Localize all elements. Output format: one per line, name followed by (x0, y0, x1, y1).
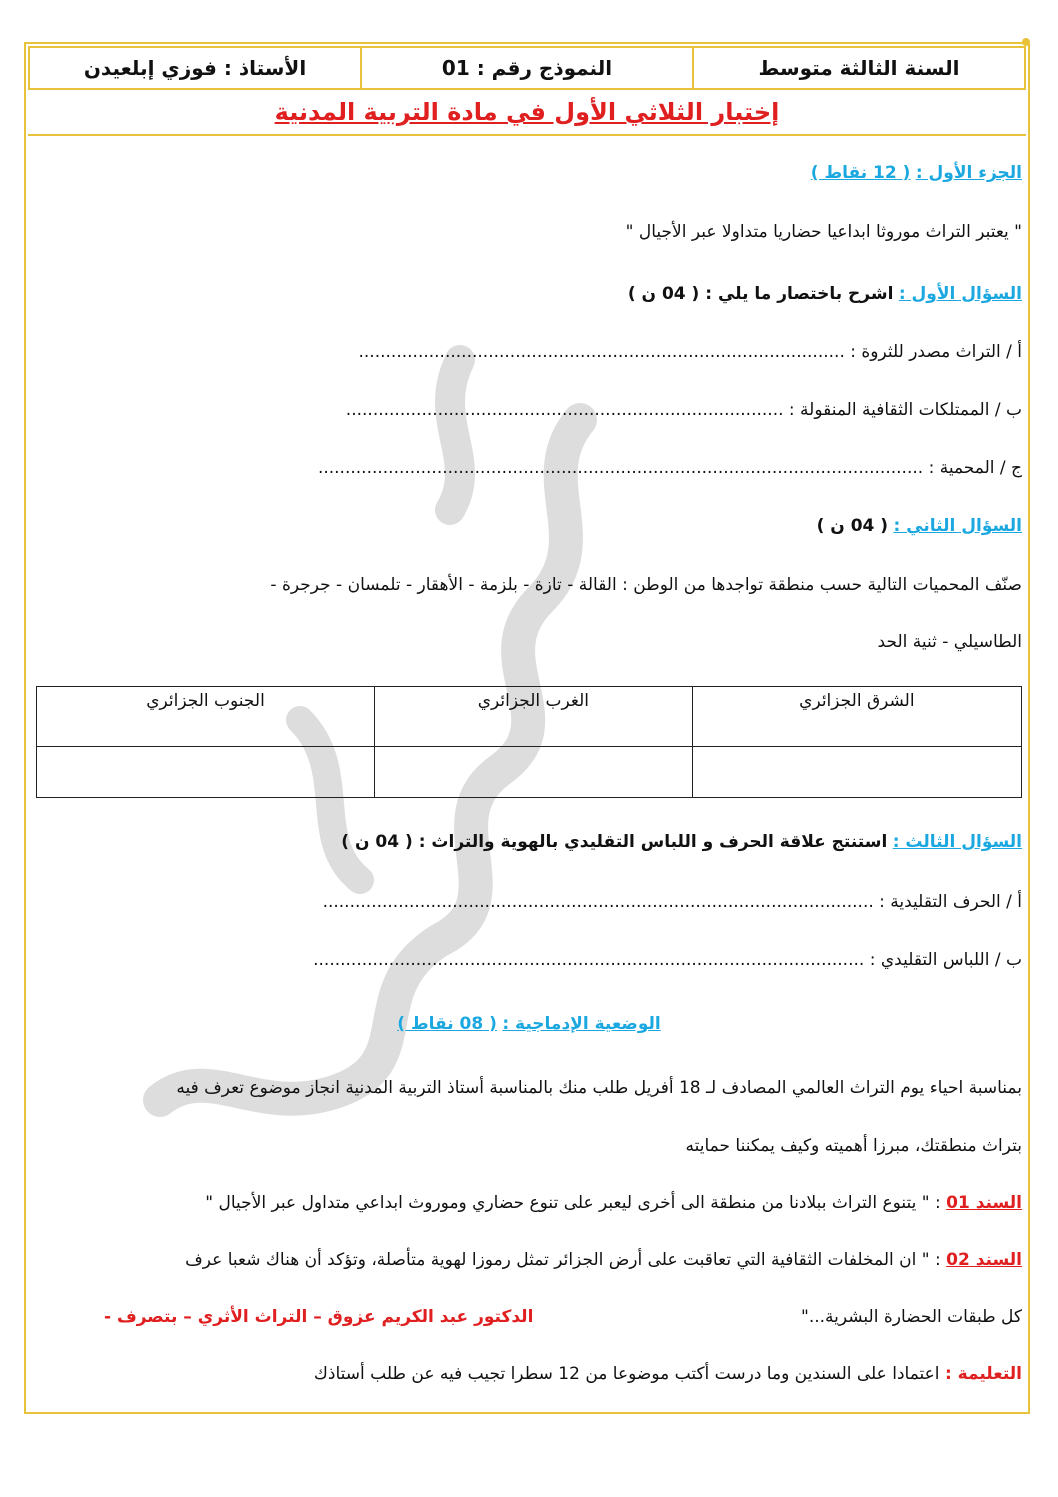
source-citation: الدكتور عبد الكريم عزوق – التراث الأثري – بتصرف - (104, 1307, 534, 1327)
col-south: الجنوب الجزائري (37, 687, 375, 747)
q3-item-b: ب / اللباس التقليدي : ...................................................................................................... (313, 950, 1022, 970)
q2-line1: صنّف المحميات التالية حسب منطقة تواجدها من الوطن : القالة - تازة - بلزمة - الأهقار - تلمسان - جرجرة - (270, 575, 1022, 595)
classification-table (36, 686, 1022, 798)
instruction-label: التعليمة : (944, 1364, 1022, 1384)
q2-heading: السؤال الثاني : (893, 516, 1022, 536)
q3-item-a: أ / الحرف التقليدية : ...................................................................................................... (322, 892, 1022, 912)
integration-heading-line (0, 1014, 1058, 1034)
integration-heading: الوضعية الإدماجية : (502, 1014, 661, 1034)
exam-title: إختبار الثلاثي الأول في مادة التربية المدنية (274, 98, 780, 126)
part1-heading: الجزء الأول : (915, 163, 1022, 183)
part1-points: ( 12 نقاط ) (810, 163, 911, 183)
part1-quote: " يعتبر التراث موروثا ابداعيا حضاريا متداولا عبر الأجيال " (625, 222, 1022, 242)
document1-label: السند 01 (946, 1193, 1022, 1213)
document2-label: السند 02 (946, 1250, 1022, 1270)
integration-points: ( 08 نقاط ) (397, 1014, 497, 1034)
document1-line (205, 1193, 1022, 1213)
instruction-text: اعتمادا على السندين وما درست أكتب موضوعا من 12 سطرا تجيب فيه عن طلب أستاذك (313, 1364, 940, 1384)
q1-heading: السؤال الأول : (898, 284, 1022, 304)
col-west: الغرب الجزائري (375, 687, 693, 747)
q3-heading: السؤال الثالث : (892, 832, 1022, 852)
q1-text: اشرح باختصار ما يلي : ( 04 ن ) (627, 284, 894, 304)
q1-line (628, 284, 1022, 304)
document2-continuation: كل طبقات الحضارة البشرية..." (801, 1307, 1022, 1327)
integration-line2: بتراث منطقتك، مبرزا أهميته وكيف يمكننا حمايته (685, 1136, 1022, 1156)
instruction-line (314, 1364, 1022, 1384)
q1-item-a: أ / التراث مصدر للثروة : .......................................................................................... (358, 342, 1022, 362)
corner-dot (1022, 38, 1030, 46)
q1-item-b: ب / الممتلكات الثقافية المنقولة : ................................................................................. (345, 400, 1022, 420)
document2-text: : " ان المخلفات الثقافية التي تعاقبت على أرض الجزائر تمثل رموزا لهوية متأصلة، وتؤكد أن هناك شعبا عرف (185, 1250, 941, 1270)
q3-line (341, 832, 1022, 852)
q3-text: استنتج علاقة الحرف و اللباس التقليدي بالهوية والتراث : ( 04 ن ) (341, 832, 888, 852)
part1-heading-line (811, 163, 1022, 183)
cell-east[interactable] (692, 747, 1021, 798)
q2-line (817, 516, 1022, 536)
q1-item-c: ج / المحمية : ................................................................................................................ (317, 458, 1022, 478)
q2-line2: الطاسيلي - ثنية الحد (877, 632, 1022, 652)
col-east: الشرق الجزائري (692, 687, 1021, 747)
model-number-cell: النموذج رقم : 01 (360, 48, 692, 88)
title-row (28, 92, 1026, 136)
cell-west[interactable] (375, 747, 693, 798)
header-table (28, 46, 1026, 90)
q2-points: ( 04 ن ) (816, 516, 889, 536)
grade-cell: السنة الثالثة متوسط (692, 48, 1024, 88)
cell-south[interactable] (37, 747, 375, 798)
document1-text: : " يتنوع التراث ببلادنا من منطقة الى أخرى ليعبر على تنوع حضاري وموروث ابداعي متداول عبر الأجيال " (205, 1193, 941, 1213)
integration-line1: بمناسبة احياء يوم التراث العالمي المصادف لـ 18 أفريل طلب منك بالمناسبة أستاذ التربية المدنية انجاز موضوع تعرف فيه (176, 1078, 1022, 1098)
document2-line (185, 1250, 1022, 1270)
teacher-cell: الأستاذ : فوزي إبلعيدن (83, 56, 307, 80)
